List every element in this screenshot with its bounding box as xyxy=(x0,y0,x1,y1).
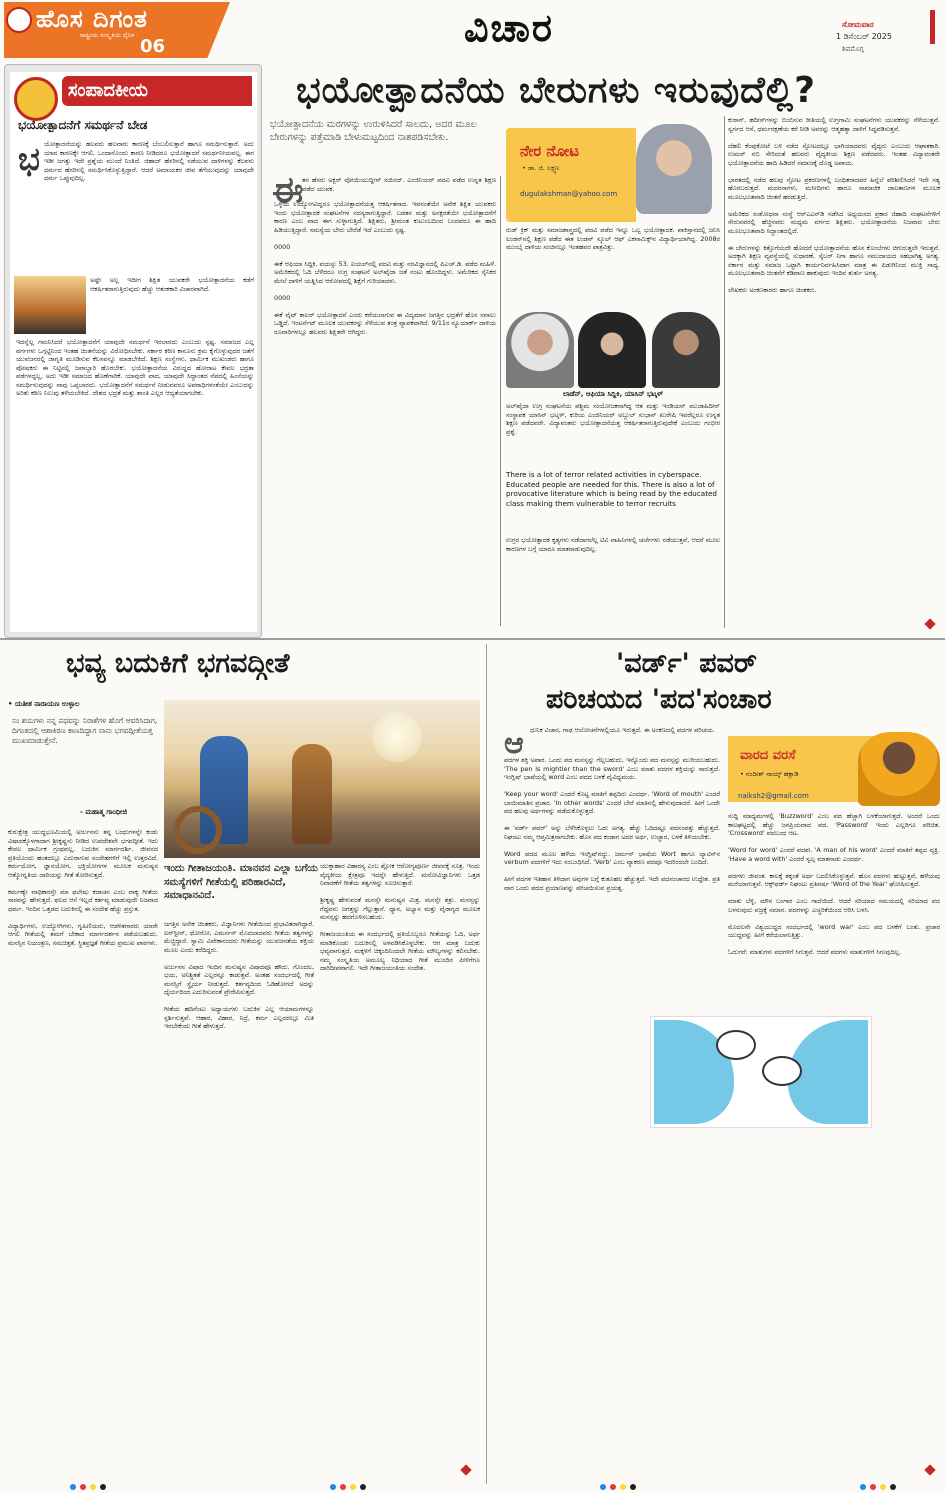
print-registration-mark xyxy=(90,1484,96,1490)
edition-city: ಶಿವಮೊಗ್ಗ xyxy=(842,45,864,53)
gita-column-2: ಜಗತ್ತಿನ ಅನೇಕ ಚಿಂತಕರು, ವಿಜ್ಞಾನಿಗಳು ಗೀತೆಯಿಂದ ಪ್ರಭಾವಿತರಾಗಿದ್ದಾರೆ. ಐನ್‌ಸ್ಟೀನ್, ಥೋರೋ, ಎಮರ್ಸನ್ ಮೊದಲಾದವರು ಗೀತೆಯ ತತ್ವಗಳನ್ನು ಮೆಚ್ಚಿದ್ದಾರೆ. ಸ್ವಾಮಿ ವಿವೇಕಾನಂದರು ಗೀತೆಯನ್ನು ಯುವಜನತೆಯ ಶಕ್ತಿಯ ಮೂಲ ಎಂದು ಕರೆದಿದ್ದರು. ಅರ್ಜುನನ ವಿಷಾದ ಇಂದಿನ ಮನುಷ್ಯನ ವಿಷಾದವೂ ಹೌದು. ಗೊಂದಲ, ಭಯ, ಅನಿಶ್ಚಿತತೆ ಎಲ್ಲರನ್ನೂ ಕಾಡುತ್ತವೆ. ಅಂತಹ ಸಂದರ್ಭದಲ್ಲಿ ಗೀತೆ ಮನಸ್ಸಿಗೆ ಸ್ಥೈರ್ಯ ನೀಡುತ್ತದೆ. ಕರ್ತವ್ಯದಿಂದ ಓಡಿಹೋಗದೆ ಅದನ್ನು ಧೈರ್ಯದಿಂದ ಎದುರಿಸುವಂತೆ ಪ್ರೇರೇಪಿಸುತ್ತದೆ. ಗೀತೆಯ ಹದಿನೆಂಟು ಅಧ್ಯಾಯಗಳು ಬದುಕಿನ ಎಲ್ಲ ಆಯಾಮಗಳನ್ನೂ ಸ್ಪರ್ಶಿಸುತ್ತವೆ. ಆಹಾರ, ವಿಹಾರ, ನಿದ್ರೆ, ಕರ್ಮ ಎಲ್ಲದರಲ್ಲೂ ಮಿತಿ ಇರಬೇಕೆಂದು ಗೀತೆ ಹೇಳುತ್ತದೆ. xyxy=(164,920,314,1031)
portrait-photo xyxy=(652,312,720,388)
newspaper-emblem-icon xyxy=(6,7,32,33)
print-registration-mark xyxy=(100,1484,106,1490)
print-registration-mark xyxy=(880,1484,886,1490)
word-headline-line-1: 'ವರ್ಡ್' ಪವರ್ xyxy=(616,648,757,679)
newspaper-tagline: ರಾಷ್ಟ್ರೀಯ ಸಂಸ್ಕೃತಿಯ ದೈನಿಕ xyxy=(80,32,134,39)
lead-intro: ತನ ಹೆಸರು ಅಕ್ಬರ್ ವೋಯಿಯುದ್ದೀನ್ ಸಯೀದ್. ಎಂಜಿನಿಯರ್ ಪದವಿ ಪಡೆದ ಉನ್ನತ ಶಿಕ್ಷಣ ಪಡೆದ ಯುವಕ. xyxy=(302,176,496,193)
chariot-wheel-icon xyxy=(174,806,222,854)
lead-standfirst: ಭಯೋತ್ಪಾದನೆಯ ಮರಗಳನ್ನು ಉರುಳಿಸಿದರೆ ಸಾಲದು, ಅದರ ಮೂಲ ಬೇರುಗಳನ್ನು ಪತ್ತೆಮಾಡಿ ಬೇಳುಮಟ್ಟದಿಂದ ನಾಶಪಡಿಸಬೇಕು. xyxy=(270,119,477,144)
column-name: ನೇರ ನೋಟ xyxy=(520,142,580,160)
lead-column-2-body: ಅಲ್‌ಖೈದಾ ಉಗ್ರ ಸಂಘಟನೆಯ ಪಶ್ಚಿಮ ಸಂಯೋಜಕನಾಗಿದ್ದ ಆತ ಮತ್ತು ಇಂಡಿಯನ್ ಮುಜಾಹಿದೀನ್ ಸಂಸ್ಥಾಪಕ ಯಾಸಿನ್ ಭಟ್ಕಳ್, ಕುರಿಯ ಎಂಜಿನಿಯರ್ ಅಬ್ದುಲ್ ಸುಭಾನ್ ಖುರೇಷಿ ಇವರೆಲ್ಲರೂ ಉನ್ನತ ಶಿಕ್ಷಣ ಪಡೆದವರೇ. ವಿದ್ಯಾವಂತರು ಭಯೋತ್ಪಾದನೆಯತ್ತ ಆಕರ್ಷಿತರಾಗುತ್ತಿರುವುದೇಕೆ ಎಂಬುದು ಗಂಭೀರ ಪ್ರಶ್ನೆ. xyxy=(506,402,720,436)
speech-bubble-icon xyxy=(716,1030,756,1060)
date-day: ಸೋಮವಾರ xyxy=(842,20,874,29)
columnist-email: dugulakshman@yahoo.com xyxy=(520,190,618,198)
column-divider xyxy=(500,176,501,626)
editorial-headline: ಭಯೋತ್ಪಾದನೆಗೆ ಸಮರ್ಥನೆ ಬೇಡ xyxy=(18,118,148,132)
columnist-byline: • ಡಾ. ಜಿ. ಲಕ್ಷ್ಮಣ xyxy=(522,164,560,172)
columnist-byline: • ನಂದೀಶ್ ನಾಯ್ಕ್ ಹಕ್ಲಾಡಿ xyxy=(740,770,799,778)
lead-photo-strip xyxy=(506,312,720,388)
gita-headline: ಭವ್ಯ ಬದುಕಿಗೆ ಭಗವದ್ಗೀತೆ xyxy=(66,648,290,679)
word-headline-line-2: ಪರಿಚಯದ 'ಪದ'ಸಂಚಾರ xyxy=(546,684,772,715)
page-number: 06 xyxy=(140,36,166,57)
column-divider xyxy=(724,116,725,628)
editorial-paragraph-3: ಇದನ್ನೆಲ್ಲ ಗಮನಿಸಿದರೆ ಭಯೋತ್ಪಾದನೆಗೆ ಯಾವುದೇ ಸಮರ್ಥನೆ ಇರಲಾರದು ಎಂಬುದು ಸ್ಪಷ್ಟ. ಸಮಾಜದ ಎಲ್ಲ ವರ್ಗಗಳು ಒಗ್ಗಟ್ಟಿನಿಂದ ಇಂತಹ ಚಿಂತನೆಯನ್ನು ವಿರೋಧಿಸಬೇಕು. ಸರ್ಕಾರ ಕಠಿಣ ಕಾನೂನು ಕ್ರಮ ಕೈಗೊಳ್ಳುವುದರ ಜತೆಗೆ ಯುವಜನರಲ್ಲಿ ಜಾಗೃತಿ ಮೂಡಿಸುವ ಕೆಲಸವನ್ನೂ ಮಾಡಬೇಕಿದೆ. ಶಿಕ್ಷಣ ಸಂಸ್ಥೆಗಳು, ಧಾರ್ಮಿಕ ಮುಖಂಡರು ಹಾಗೂ ಪೋಷಕರು ಈ ನಿಟ್ಟಿನಲ್ಲಿ ಜವಾಬ್ದಾರಿ ಹೊರಬೇಕು. ಭಯೋತ್ಪಾದನೆಯ ವಿರುದ್ಧದ ಹೋರಾಟ ಕೇವಲ ಭದ್ರತಾ ಪಡೆಗಳದ್ದಲ್ಲ, ಅದು ಇಡೀ ಸಮಾಜದ ಹೊಣೆಗಾರಿಕೆ. ಯಾವುದೇ ವಾದ, ಯಾವುದೇ ಸಿದ್ಧಾಂತದ ನೆಪದಲ್ಲಿ ಹಿಂಸೆಯನ್ನು ಸಮರ್ಥಿಸುವುದನ್ನು ನಾವು ಒಪ್ಪಬಾರದು. ಭಯೋತ್ಪಾದನೆಗೆ ಸಮರ್ಥನೆ ನೀಡುವವರೂ ಅಪರಾಧಿಗಳಂತೆಯೇ ಎಂಬುದನ್ನು ಅರಿತು ಕಠಿಣ ನಿಲುವು ತಳೆಯಬೇಕಿದೆ. ದೇಶದ ಭದ್ರತೆ ಮತ್ತು ಶಾಂತಿ ಎಲ್ಲರ ಆದ್ಯತೆಯಾಗಬೇಕು. xyxy=(16,338,254,398)
editorial-emblem-icon xyxy=(14,77,58,121)
editorial-paragraph-1: ಯೋತ್ಪಾದನೆಯನ್ನು ಹಲವರು ಹಲವಾರು ಕಾರಣಕ್ಕೆ ಬೆಂಬಲಿಸುತ್ತಾರೆ ಹಾಗೂ ಸಮರ್ಥಿಸುತ್ತಾರೆ. ಅದು ಯಾವ ಕಾರಣಕ್ಕೇ ಆಗಲಿ, ಒಂದಾನೊಂದು ಕಾರಣ ನೀಡಿದರೂ ಭಯೋತ್ಪಾದನೆ ಸಮರ್ಥನೀಯವಲ್ಲ. ಈಗ ಇಡೀ ಜಗತ್ತು ಇದೇ ಪ್ರಶ್ನೆಯ ಮುಂದೆ ನಿಂತಿದೆ. ಜಿಹಾದ್ ಹೆಸರಿನಲ್ಲಿ ನಡೆಯುವ ದಾಳಿಗಳನ್ನು ಕೆಲವರು ಧರ್ಮದ ಹೆಸರಿನಲ್ಲಿ ಸಮರ್ಥಿಸಿಕೊಳ್ಳುತ್ತಿದ್ದಾರೆ. ಆದರೆ ಅಮಾಯಕರ ಜೀವ ತೆಗೆಯುವುದನ್ನು ಯಾವುದೇ ಧರ್ಮ ಒಪ್ಪುವುದಿಲ್ಲ. xyxy=(44,140,254,183)
speech-bubble-icon xyxy=(762,1056,802,1086)
print-registration-mark xyxy=(80,1484,86,1490)
word-column-2: ಸುದ್ದಿ ಮಾಧ್ಯಮಗಳಲ್ಲಿ 'Buzzword' ಎಂಬ ಪದ ಹೆಚ್ಚಾಗಿ ಬಳಕೆಯಾಗುತ್ತದೆ. ಅಂದರೆ ಒಂದು ಕಾಲಘಟ್ಟದಲ್ಲಿ ಹೆಚ್ಚು ಜನಪ್ರಿಯವಾದ ಪದ. 'Password' ಇಂದು ಎಲ್ಲರಿಗೂ ಪರಿಚಿತ. 'Crossword' ಪದಬಂಧ ಆಟ. 'Word for word' ಎಂದರೆ ಪದಶಃ. 'A man of his word' ಎಂದರೆ ಮಾತಿಗೆ ತಪ್ಪದ ವ್ಯಕ್ತಿ. 'Have a word with' ಎಂದರೆ ಸ್ವಲ್ಪ ಮಾತನಾಡು ಎಂದರ್ಥ. ಪದಗಳು ಜೀವಂತ. ಕಾಲಕ್ಕೆ ತಕ್ಕಂತೆ ಅರ್ಥ ಬದಲಿಸಿಕೊಳ್ಳುತ್ತವೆ. ಹೊಸ ಪದಗಳು ಹುಟ್ಟುತ್ತವೆ, ಹಳೆಯವು ಮರೆಯಾಗುತ್ತವೆ. ಆಕ್ಸ್‌ಫರ್ಡ್ ನಿಘಂಟು ಪ್ರತಿವರ್ಷ 'Word of the Year' ಘೋಷಿಸುತ್ತದೆ. ಮಾತು ಬೆಳ್ಳಿ, ಮೌನ ಬಂಗಾರ ಎಂಬ ಗಾದೆಯಿದೆ. ಆದರೆ ಸರಿಯಾದ ಸಮಯದಲ್ಲಿ ಸರಿಯಾದ ಪದ ಬಳಸುವುದು ವಜ್ರಕ್ಕೆ ಸಮಾನ. ಪದಗಳನ್ನು ಎಚ್ಚರಿಕೆಯಿಂದ ಆರಿಸಿ ಬಳಸಿ. ಮೊದಲನೇ ವಿಶ್ವಯುದ್ಧದ ಸಂದರ್ಭದಲ್ಲಿ 'word war' ಎಂಬ ಪದ ಬಳಕೆಗೆ ಬಂತು. ಪ್ರಚಾರ ಯುದ್ಧವನ್ನು ಹೀಗೆ ಕರೆಯಲಾಗುತ್ತಿತ್ತು. ಓದುಗರೆ: ಮಾತುಗಳು ಪದಗಳಿಗೆ ಸಿಗುತ್ತವೆ. ಆದರೆ ಪದಗಳು ಮಾತುಗಳಿಗೆ ಸಿಗುವುದಿಲ್ಲ. xyxy=(728,812,940,957)
print-registration-mark xyxy=(870,1484,876,1490)
newspaper-name: ಹೊಸ ದಿಗಂತ xyxy=(36,5,148,33)
lead-column-1: ಒಳ್ಳೆಯ ಉದ್ಯೋಗವಿದ್ದರೂ ಭಯೋತ್ಪಾದನೆಯತ್ತ ಆಕರ್ಷಿತನಾದ. ಇವನಂತೆಯೇ ಅನೇಕ ಶಿಕ್ಷಿತ ಯುವಕರು ಇಂದು ಭಯೋತ್ಪಾದಕ ಸಂಘಟನೆಗಳ ಸದಸ್ಯರಾಗುತ್ತಿದ್ದಾರೆ. ಬಡತನ ಮತ್ತು ಅನಕ್ಷರತೆಯೇ ಭಯೋತ್ಪಾದನೆಗೆ ಕಾರಣ ಎಂಬ ವಾದ ಈಗ ಸುಳ್ಳಾಗುತ್ತಿದೆ. ಶಿಕ್ಷಿತರು, ಶ್ರೀಮಂತ ಕುಟುಂಬದಿಂದ ಬಂದವರೂ ಈ ಹಾದಿ ಹಿಡಿಯುತ್ತಿದ್ದಾರೆ. ಸಮಸ್ಯೆಯ ಬೇರು ಬೇರೆಡೆ ಇದೆ ಎಂಬುದು ಸ್ಪಷ್ಟ. 0000 ಈಕೆ ಆಫಿಯಾ ಸಿದ್ದಿಕಿ. ವಯಸ್ಸು 53. ಐಯಲ್‌ನಲ್ಲಿ ಪದವಿ ಮತ್ತು ನರವಿಜ್ಞಾನದಲ್ಲಿ ಪಿಎಚ್.ಡಿ. ಪಡೆದ ಮಹಿಳೆ. ಅಮೆರಿಕದಲ್ಲಿ ಓದಿ ಬೆಳೆದರೂ ಉಗ್ರ ಸಂಘಟನೆ ಅಲ್‌ಖೈದಾ ಜತೆ ನಂಟು ಹೊಂದಿದ್ದಳು. ಅಮೆರಿಕದ ಸೈನಿಕರ ಮೇಲೆ ದಾಳಿಗೆ ಯತ್ನಿಸಿದ ಆರೋಪದಲ್ಲಿ ಶಿಕ್ಷೆಗೆ ಗುರಿಯಾದಳು. 0000 ಈಕೆ ವೈಟ್ ಕಾಲರ್ ಭಯೋತ್ಪಾದನೆ ಎಂದು ಕರೆಯಲಾಗುವ ಈ ವಿದ್ಯಮಾನ ಜಗತ್ತಿನ ಭದ್ರತೆಗೆ ಹೊಸ ಸವಾಲು ಒಡ್ಡಿದೆ. ಇಂಟರ್ನೆಟ್ ಮೂಲಕ ಯುವಕರನ್ನು ಸೆಳೆಯುವ ತಂತ್ರ ವ್ಯಾಪಕವಾಗಿದೆ. 9/11ರ ನ್ಯೂಯಾರ್ಕ್ ದಾಳಿಯ ರೂವಾರಿಗಳಲ್ಲೂ ಹಲವರು ಶಿಕ್ಷಿತರೇ ಆಗಿದ್ದರು. xyxy=(274,200,496,336)
portrait-photo xyxy=(506,312,574,388)
gita-column-1: ಕುರುಕ್ಷೇತ್ರ ಯುದ್ಧಭೂಮಿಯಲ್ಲಿ ಅರ್ಜುನನು ತನ್ನ ಬಂಧುಗಳನ್ನೇ ಕಂಡು ವಿಷಾದಕ್ಕೊಳಗಾದಾಗ ಶ್ರೀಕೃಷ್ಣನು ನೀಡಿದ ಉಪದೇಶವೇ ಭಗವದ್ಗೀತೆ. ಇದು ಕೇವಲ ಧಾರ್ಮಿಕ ಗ್ರಂಥವಲ್ಲ, ಬದುಕಿನ ಮಾರ್ಗದರ್ಶಿ. ಜೀವನದ ಪ್ರತಿಯೊಂದು ಹಂತದಲ್ಲೂ ಎದುರಾಗುವ ಸಂದೇಹಗಳಿಗೆ ಇಲ್ಲಿ ಉತ್ತರವಿದೆ. ಕರ್ಮಯೋಗ, ಜ್ಞಾನಯೋಗ, ಭಕ್ತಿಯೋಗಗಳ ಮೂಲಕ ಮನುಷ್ಯನ ಆತ್ಮೋನ್ನತಿಯ ದಾರಿಯನ್ನು ಗೀತೆ ತೋರಿಸುತ್ತದೆ. ಕರ್ಮಣ್ಯೇ ವಾಧಿಕಾರಸ್ತೇ ಮಾ ಫಲೇಷು ಕದಾಚನ ಎಂಬ ವಾಕ್ಯ ಗೀತೆಯ ಸಾರವನ್ನು ಹೇಳುತ್ತದೆ. ಫಲದ ಆಸೆ ಇಲ್ಲದೆ ಕರ್ತವ್ಯ ಮಾಡುವುದೇ ನಿಜವಾದ ಧರ್ಮ. ಇಂದಿನ ಒತ್ತಡದ ಬದುಕಿನಲ್ಲಿ ಈ ಸಂದೇಶ ಹೆಚ್ಚು ಪ್ರಸ್ತುತ. ವಿದ್ಯಾರ್ಥಿಗಳು, ಉದ್ಯೋಗಿಗಳು, ಗೃಹಿಣಿಯರು, ಆಡಳಿತಗಾರರು ಯಾರೇ ಆಗಲಿ ಗೀತೆಯಲ್ಲಿ ತಮಗೆ ಬೇಕಾದ ಮಾರ್ಗದರ್ಶನ ಪಡೆಯಬಹುದು. ಮನಸ್ಸಿನ ನಿಯಂತ್ರಣ, ಸಮಚಿತ್ತತೆ, ಸ್ಥಿತಪ್ರಜ್ಞತೆ ಗೀತೆಯ ಪ್ರಮುಖ ಪಾಠಗಳು. xyxy=(8,828,158,947)
lead-column-2-intro: ರುಡ್ ಕ್ರಿಕ್ ಮತ್ತು ಸಮಾಜಶಾಸ್ತ್ರದಲ್ಲಿ ಪದವಿ ಪಡೆದ ಇನ್ನೂ ಒಬ್ಬ ಭಯೋತ್ಪಾದಕ. ಪಾಕಿಸ್ತಾನದಲ್ಲಿ ಜನಿಸಿ ಲಂಡನ್‌ನಲ್ಲಿ ಶಿಕ್ಷಣ ಪಡೆದ ಈತ ಲಂಡನ್ ಸ್ಕೂಲ್ ಆಫ್ ಎಕನಾಮಿಕ್ಸ್‌ನ ವಿದ್ಯಾರ್ಥಿಯಾಗಿದ್ದ. 2008ರ ಮುಂಬೈ ದಾಳಿಯ ಸಂಚಿನಲ್ಲೂ ಇಂತಹವರ ಪಾತ್ರವಿತ್ತು. xyxy=(506,226,720,252)
print-registration-mark xyxy=(350,1484,356,1490)
gita-quote-source: - ಮಹಾತ್ಮ ಗಾಂಧೀಜಿ xyxy=(80,808,128,816)
lead-headline: ಭಯೋತ್ಪಾದನೆಯ ಬೇರುಗಳು ಇರುವುದೆಲ್ಲಿ? xyxy=(296,70,816,111)
editorial-dropcap: ಭ xyxy=(18,140,40,178)
column-name: ವಾರದ ವರಸೆ xyxy=(740,748,796,763)
print-registration-mark xyxy=(330,1484,336,1490)
gita-column-3: ಯುಕ್ತಾಹಾರ ವಿಹಾರಸ್ಯ ಎಂಬ ಶ್ಲೋಕ ಆರೋಗ್ಯಪೂರ್ಣ ಜೀವನಕ್ಕೆ ಸೂತ್ರ. ಇಂದು ವೈದ್ಯಕೀಯ ಕ್ಷೇತ್ರವೂ ಇದನ್ನೇ ಹೇಳುತ್ತಿದೆ. ಮನೋವಿಜ್ಞಾನಿಗಳು ಒತ್ತಡ ನಿವಾರಣೆಗೆ ಗೀತೆಯ ತತ್ವಗಳನ್ನು ಸೂಚಿಸುತ್ತಾರೆ. ಶ್ರೀಕೃಷ್ಣ ಹೇಳುವಂತೆ ಮನಸ್ಸೇ ಮನುಷ್ಯನ ಮಿತ್ರ, ಮನಸ್ಸೇ ಶತ್ರು. ಮನಸ್ಸನ್ನು ಗೆದ್ದವನು ಜಗತ್ತನ್ನು ಗೆಲ್ಲುತ್ತಾನೆ. ಧ್ಯಾನ, ಅಭ್ಯಾಸ ಮತ್ತು ವೈರಾಗ್ಯದ ಮೂಲಕ ಮನಸ್ಸನ್ನು ಹದಗೊಳಿಸಬಹುದು. ಗೀತಾಜಯಂತಿಯ ಈ ಸಂದರ್ಭದಲ್ಲಿ ಪ್ರತಿಯೊಬ್ಬರೂ ಗೀತೆಯನ್ನು ಓದಿ, ಅರ್ಥ ಮಾಡಿಕೊಂಡು ಬದುಕಿನಲ್ಲಿ ಅಳವಡಿಸಿಕೊಳ್ಳಬೇಕು. ಆಗ ಮಾತ್ರ ಬದುಕು ಭವ್ಯವಾಗುತ್ತದೆ. ಮಕ್ಕಳಿಗೆ ಚಿಕ್ಕಂದಿನಿಂದಲೇ ಗೀತೆಯ ಮೌಲ್ಯಗಳನ್ನು ಕಲಿಸಬೇಕು. ನಮ್ಮ ಸಂಸ್ಕೃತಿಯ ಅಮೂಲ್ಯ ನಿಧಿಯಾದ ಗೀತೆ ಮುಂದಿನ ಪೀಳಿಗೆಗೂ ದಾರಿದೀಪವಾಗಲಿ. ಇದೇ ಗೀತಾಜಯಂತಿಯ ಸಂದೇಶ. xyxy=(320,862,480,973)
lead-dropcap: ಈ xyxy=(272,170,304,211)
columnist-photo xyxy=(858,732,940,806)
gita-quote: ಸಂ ಶಯಗಳು ನನ್ನ ಪಥವನ್ನು ನಿರಾಶೆಗಳ ಹೊಗೆ ಆವರಿಸಿದಾಗ, ದಿಗಂತದಲ್ಲಿ ಆಶಾಕಿರಣ ಕಾಣದಿದ್ದಾಗ ನಾನು ಭಗವದ್ಗೀತೆಯತ್ತ ಮುಖಮಾಡುತ್ತೇನೆ. xyxy=(12,716,158,746)
gita-byline: • ಯತೀಶ ನಾರಾಯಣ ಉಳ್ಳಾಲ xyxy=(8,700,80,708)
print-registration-mark xyxy=(340,1484,346,1490)
print-registration-mark xyxy=(860,1484,866,1490)
word-intro: ಧುನಿಕ ವಿಚಾರ, ಗಾಢ ಆಲೋಚನೆಗಳಲ್ಲಿಯೂ ಇರುತ್ತದೆ. ಈ ಅಂಕಣದಲ್ಲಿ ಪದಗಳ ಪರಿಚಯ. xyxy=(530,726,715,734)
section-title: ವಿಚಾರ xyxy=(464,6,554,50)
word-column-1: ಪದಗಳ ಶಕ್ತಿ ಅಪಾರ. ಒಂದು ಪದ ಮನಸ್ಸನ್ನು ಗೆಲ್ಲಬಹುದು, ಇನ್ನೊಂದು ಪದ ಮನಸ್ಸನ್ನು ಮುರಿಯಬಹುದು. 'The pen is mightier than the sword' ಎಂಬ ಮಾತು ಪದಗಳ ಶಕ್ತಿಯನ್ನು ಸಾರುತ್ತದೆ. ಇಂಗ್ಲಿಷ್ ಭಾಷೆಯಲ್ಲಿ word ಎಂಬ ಪದದ ಬಳಕೆ ವೈವಿಧ್ಯಮಯ. 'Keep your word' ಎಂದರೆ ಕೊಟ್ಟ ಮಾತಿಗೆ ತಪ್ಪದಿರು ಎಂದರ್ಥ. 'Word of mouth' ಎಂದರೆ ಬಾಯಿಮಾತಿನ ಪ್ರಚಾರ. 'In other words' ಎಂದರೆ ಬೇರೆ ಮಾತಿನಲ್ಲಿ ಹೇಳುವುದಾದರೆ. ಹೀಗೆ ಒಂದೇ ಪದ ಹಲವು ಅರ್ಥಗಳನ್ನು ಪಡೆದುಕೊಳ್ಳುತ್ತದೆ. ಈ 'ವರ್ಡ್ ಪವರ್' ಅನ್ನು ಬೆಳೆಸಿಕೊಳ್ಳಲು ಓದು ಅಗತ್ಯ. ಹೆಚ್ಚು ಓದಿದಷ್ಟೂ ಪದಸಂಪತ್ತು ಹೆಚ್ಚುತ್ತದೆ. ನಿಘಂಟು ನಮ್ಮ ಆಪ್ತಮಿತ್ರನಾಗಬೇಕು. ಹೊಸ ಪದ ಕಂಡಾಗ ಅದರ ಅರ್ಥ, ಉಚ್ಚಾರ, ಬಳಕೆ ತಿಳಿಯಬೇಕು. Word ಪದದ ಮೂಲ ಹಳೆಯ ಇಂಗ್ಲಿಷ್‌ನದ್ದು. ಜರ್ಮನ್ ಭಾಷೆಯ Wort ಹಾಗೂ ಲ್ಯಾಟಿನ್‌ನ verbum ಪದಗಳಿಗೆ ಇದು ಸಂಬಂಧಿಸಿದೆ. 'Verb' ಎಂಬ ವ್ಯಾಕರಣ ಪದವೂ ಇದರಿಂದಲೇ ಬಂದಿದೆ. ಹೀಗೆ ಪದಗಳ ಇತಿಹಾಸ ತಿಳಿದಾಗ ಅವುಗಳ ಬಗ್ಗೆ ಕುತೂಹಲ ಹೆಚ್ಚುತ್ತದೆ. ಇದೇ ಪದಸಂಚಾರದ ಉದ್ದೇಶ. ಪ್ರತಿ ವಾರ ಒಂದು ಪದದ ಪ್ರಯಾಣವನ್ನು ಪರಿಚಯಿಸುವ ಪ್ರಯತ್ನ. xyxy=(504,756,720,892)
editorial-paragraph-2: ಅಷ್ಟೇ ಅಲ್ಲ ಇದೀಗ ಶಿಕ್ಷಿತ ಯುವಕರೇ ಭಯೋತ್ಪಾದನೆಯ ಕಡೆಗೆ ಆಕರ್ಷಿತರಾಗುತ್ತಿರುವುದು ಹೆಚ್ಚು ಆತಂಕಕಾರಿ ವಿಚಾರವಾಗಿದೆ. xyxy=(90,276,254,293)
gita-image-caption: ಇಂದು ಗೀತಾಜಯಂತಿ. ಮಾನವನ ಎಲ್ಲಾ ಬಗೆಯ ಸಮಸ್ಯೆಗಳಿಗೆ ಗೀತೆಯಲ್ಲಿ ಪರಿಹಾರವಿದೆ, ಸಮಾಧಾನವಿದೆ. xyxy=(164,863,318,901)
gita-illustration-arjuna xyxy=(292,744,332,844)
section-divider xyxy=(0,638,945,640)
section-divider xyxy=(486,644,487,1484)
photo-caption: ಲಾಡೆನ್, ಆಫಿಯಾ ಸಿದ್ದಿಕಿ, ಯಾಸಿನ್ ಭಟ್ಕಳ್ xyxy=(562,390,664,398)
columnist-email: naiksh2@gmail.com xyxy=(738,792,809,800)
masthead-accent-bar xyxy=(930,10,935,44)
print-registration-mark xyxy=(70,1484,76,1490)
gita-illustration-sun xyxy=(372,712,422,762)
columnist-photo xyxy=(636,124,712,214)
print-registration-mark xyxy=(630,1484,636,1490)
pull-quote: There is a lot of terror related activities in cyberspace. Educated people are needed for this. There is also a lot of provocative literature which is being read by the educated class making them vulnerable to terror recruits xyxy=(506,470,717,509)
lead-column-3: ಕುರಾನ್, ಹದೀಸ್‌ಗಳನ್ನು ಬಿಂಬಿಸುವ ರೀತಿಯಲ್ಲಿ ಉಗ್ರಗಾಮಿ ಸಂಘಟನೆಗಳು ಯುವಕರನ್ನು ಸೆಳೆಯುತ್ತವೆ. ಸ್ವರ್ಗದ ಆಸೆ, ಧರ್ಮರಕ್ಷಣೆಯ ಕರೆ ನೀಡಿ ಅವರನ್ನು ಆತ್ಮಹತ್ಯಾ ದಾಳಿಗೆ ಸಿದ್ಧಪಡಿಸುತ್ತವೆ. ದೆಹಲಿ ಕೆಂಪುಕೋಟೆ ಬಳಿ ನಡೆದ ಸ್ಫೋಟದಲ್ಲೂ ಭಾಗಿಯಾದವರು ವೈದ್ಯರು ಎಂಬುದು ಆಘಾತಕಾರಿ. ಉಮರ್ ನಬಿ ಸೇರಿದಂತೆ ಹಲವರು ವೈದ್ಯಕೀಯ ಶಿಕ್ಷಣ ಪಡೆದವರು. ಇಂತಹ ವಿದ್ಯಾವಂತರೇ ಭಯೋತ್ಪಾದನೆಯ ಹಾದಿ ಹಿಡಿದರೆ ಸಮಾಜಕ್ಕೆ ದೊಡ್ಡ ಅಪಾಯ. ಭಾರತದಲ್ಲಿ ನಡೆದ ಹಲವು ಸ್ಫೋಟ ಪ್ರಕರಣಗಳಲ್ಲಿ ಬಂಧಿತರಾದವರ ಹಿನ್ನೆಲೆ ಪರಿಶೀಲಿಸಿದರೆ ಇದೇ ಸತ್ಯ ಹೊರಬರುತ್ತದೆ. ಮದರಸಾಗಳು, ಮಸೀದಿಗಳು ಹಾಗೂ ಸಾಮಾಜಿಕ ಜಾಲತಾಣಗಳ ಮೂಲಕ ಮೂಲಭೂತವಾದಿ ಚಿಂತನೆ ಹರಡುತ್ತಿದೆ. ಅಮೆರಿಕದ ಸಂಶೋಧನಾ ಸಂಸ್ಥೆ ಆರ್‌ಎಎನ್‌ಡಿ ನಡೆಸಿದ ಅಧ್ಯಯನದ ಪ್ರಕಾರ ಜಿಹಾದಿ ಸಂಘಟನೆಗಳಿಗೆ ಸೇರುವವರಲ್ಲಿ ಹೆಚ್ಚಿನವರು ಮಧ್ಯಮ ವರ್ಗದ ಶಿಕ್ಷಿತರು. ಭಯೋತ್ಪಾದನೆಯ ನಿಜವಾದ ಬೇರು ಮೂಲಭೂತವಾದಿ ಸಿದ್ಧಾಂತದಲ್ಲಿದೆ. ಈ ಬೇರುಗಳನ್ನು ಕಿತ್ತೊಗೆಯದೇ ಹೋದರೆ ಭಯೋತ್ಪಾದನೆಯ ಹೊಸ ಕೊಂಬೆಗಳು ಚಿಗುರುತ್ತಲೇ ಇರುತ್ತವೆ. ಅದಕ್ಕಾಗಿ ಶಿಕ್ಷಣ ವ್ಯವಸ್ಥೆಯಲ್ಲಿ ಸುಧಾರಣೆ, ಸೈಬರ್ ನಿಗಾ ಹಾಗೂ ಸಮುದಾಯದ ಸಹಭಾಗಿತ್ವ ಅಗತ್ಯ. ಸರ್ಕಾರ ಮತ್ತು ಸಮಾಜ ಒಟ್ಟಾಗಿ ಕಾರ್ಯನಿರ್ವಹಿಸಿದಾಗ ಮಾತ್ರ ಈ ಪಿಡುಗಿನಿಂದ ಮುಕ್ತಿ ಸಾಧ್ಯ. ಮೂಲಭೂತವಾದಿ ಚಿಂತನೆಗೆ ಕಡಿವಾಣ ಹಾಕುವುದು ಇಂದಿನ ತುರ್ತು ಅಗತ್ಯ. ಲೇಖಕರು ಅಂಕಣಕಾರರು ಹಾಗೂ ಚಿಂತಕರು. xyxy=(728,116,940,295)
print-registration-mark xyxy=(890,1484,896,1490)
print-registration-mark xyxy=(600,1484,606,1490)
portrait-photo xyxy=(578,312,646,388)
print-registration-mark xyxy=(620,1484,626,1490)
print-registration-mark xyxy=(610,1484,616,1490)
editorial-label: ಸಂಪಾದಕೀಯ xyxy=(62,76,252,106)
masthead xyxy=(0,0,945,62)
word-dropcap: ಆ xyxy=(504,726,524,761)
editorial-photo xyxy=(14,276,86,334)
print-registration-mark xyxy=(360,1484,366,1490)
date-full: 1 ಡಿಸೆಂಬರ್ 2025 xyxy=(836,32,892,41)
lead-column-2-end: ಉಗ್ರರ ಭಯೋತ್ಪಾದಕ ಕೃತ್ಯಗಳು ನಡೆದಾಗಲೆಲ್ಲ ಟಿವಿ ವಾಹಿನಿಗಳಲ್ಲಿ ಚರ್ಚೆಗಳು ನಡೆಯುತ್ತವೆ, ಆದರೆ ಮೂಲ ಕಾರಣಗಳ ಬಗ್ಗೆ ಯಾರೂ ಮಾತನಾಡುವುದಿಲ್ಲ. xyxy=(506,536,720,553)
